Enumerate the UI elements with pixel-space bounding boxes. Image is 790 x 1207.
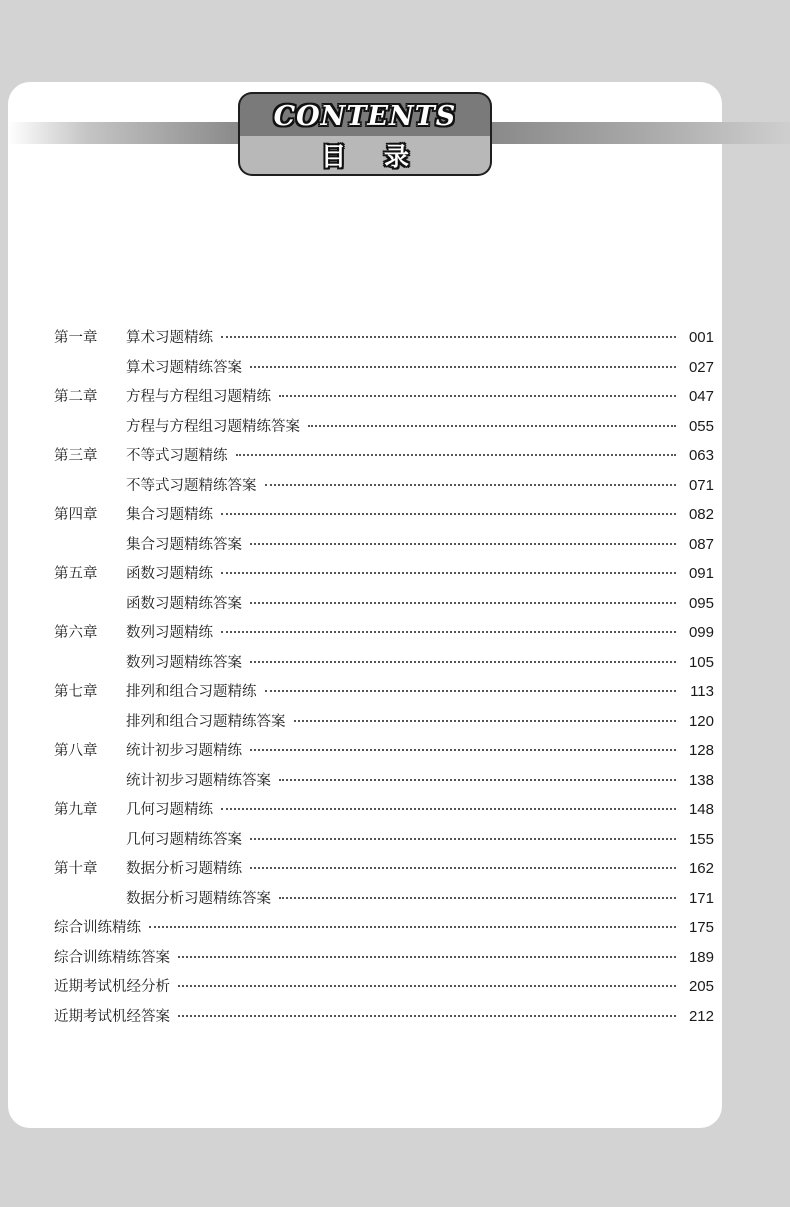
dot-leader: [265, 690, 677, 692]
toc-entry-title: 数列习题精练: [126, 625, 213, 641]
toc-page-number: 128: [688, 742, 714, 759]
dot-leader: [221, 513, 676, 515]
toc-chapter-label: 第四章: [54, 507, 98, 523]
toc-page-number: 001: [688, 329, 714, 346]
toc-page-number: 071: [688, 476, 714, 494]
toc-entry: [54, 916, 714, 946]
toc-entry: [54, 769, 714, 799]
toc-entry: [54, 680, 714, 710]
dot-leader: [221, 631, 676, 633]
toc-page-number: 189: [688, 948, 714, 966]
toc-page-number: 105: [688, 653, 714, 671]
toc-entry: [54, 887, 714, 917]
toc-entry-title: 函数习题精练: [126, 566, 213, 582]
toc-entry-title: 方程与方程组习题精练答案: [126, 418, 300, 435]
dot-leader: [236, 454, 677, 456]
toc-entry-title: 综合训练精练答案: [54, 949, 170, 966]
mulu-title: 目录: [320, 142, 447, 171]
toc-entry: [54, 533, 714, 563]
toc-page-number: 091: [688, 565, 714, 582]
toc-entry-title: 数据分析习题精练: [126, 861, 242, 877]
toc-entry: [54, 415, 714, 445]
toc-page-number: 175: [688, 919, 714, 936]
dot-leader: [221, 808, 676, 810]
toc-entry: [54, 503, 714, 533]
toc-entry: [54, 474, 714, 504]
dot-leader: [221, 572, 676, 574]
toc-chapter-label: 第七章: [54, 684, 98, 700]
dot-leader: [279, 897, 676, 899]
dot-leader: [221, 336, 676, 338]
dot-leader: [178, 985, 676, 987]
dot-leader: [250, 867, 676, 869]
toc-page-number: 162: [688, 860, 714, 877]
dot-leader: [250, 661, 676, 663]
toc-page-number: 055: [688, 417, 714, 435]
toc-entry-title: 排列和组合习题精练: [126, 684, 257, 700]
toc-entry: [54, 828, 714, 858]
toc-entry: [54, 385, 714, 415]
toc-entry: [54, 975, 714, 1005]
toc-chapter-label: 第二章: [54, 389, 98, 405]
toc-entry: [54, 621, 714, 651]
toc-chapter-label: 第九章: [54, 802, 98, 818]
dot-leader: [294, 720, 677, 722]
toc-entry-title: 方程与方程组习题精练: [126, 389, 271, 405]
toc-page-number: 099: [688, 624, 714, 641]
toc-chapter-label: 第一章: [54, 330, 98, 346]
toc-page-number: 212: [688, 1007, 714, 1025]
toc-chapter-label: 第十章: [54, 861, 98, 877]
toc-entry-title: 几何习题精练答案: [126, 831, 242, 848]
toc-page-number: 063: [688, 447, 714, 464]
header-band-right: [492, 122, 790, 144]
toc-entry: [54, 739, 714, 769]
toc-entry-title: 不等式习题精练: [126, 448, 228, 464]
toc-entry: [54, 857, 714, 887]
dot-leader: [250, 749, 676, 751]
toc-entry-title: 算术习题精练: [126, 330, 213, 346]
dot-leader: [178, 956, 676, 958]
toc-entry-title: 近期考试机经答案: [54, 1008, 170, 1025]
dot-leader: [279, 779, 676, 781]
toc-entry-title: 不等式习题精练答案: [126, 477, 257, 494]
toc-entry-title: 数列习题精练答案: [126, 654, 242, 671]
dot-leader: [250, 543, 676, 545]
toc-page-number: 155: [688, 830, 714, 848]
toc-page-number: 087: [688, 535, 714, 553]
toc-entry: [54, 326, 714, 356]
toc-entry: [54, 1005, 714, 1035]
toc-page-number: 047: [688, 388, 714, 405]
dot-leader: [265, 484, 677, 486]
toc-entry: [54, 946, 714, 976]
toc-page-number: 148: [688, 801, 714, 818]
toc-page-number: 171: [688, 889, 714, 907]
toc-entry: [54, 592, 714, 622]
toc-chapter-label: 第五章: [54, 566, 98, 582]
dot-leader: [178, 1015, 676, 1017]
toc-entry-title: 集合习题精练答案: [126, 536, 242, 553]
dot-leader: [250, 838, 676, 840]
header-badge: [238, 92, 492, 176]
toc-page-number: 082: [688, 506, 714, 523]
toc-entry: [54, 562, 714, 592]
toc-entry-title: 排列和组合习题精练答案: [126, 713, 286, 730]
toc-chapter-label: 第八章: [54, 743, 98, 759]
dot-leader: [149, 926, 676, 928]
toc-page-number: 205: [688, 978, 714, 995]
toc-page-number: 095: [688, 594, 714, 612]
badge-top: [238, 92, 492, 138]
toc-chapter-label: 第三章: [54, 448, 98, 464]
table-of-contents: [54, 326, 714, 1034]
toc-entry-title: 算术习题精练答案: [126, 359, 242, 376]
toc-entry-title: 统计初步习题精练: [126, 743, 242, 759]
toc-entry-title: 统计初步习题精练答案: [126, 772, 271, 789]
dot-leader: [279, 395, 676, 397]
header-band-left: [8, 122, 238, 144]
toc-entry: [54, 444, 714, 474]
toc-entry-title: 数据分析习题精练答案: [126, 890, 271, 907]
badge-bottom: [238, 136, 492, 176]
toc-entry-title: 综合训练精练: [54, 920, 141, 936]
dot-leader: [250, 602, 676, 604]
toc-page-number: 120: [688, 712, 714, 730]
toc-entry: [54, 356, 714, 386]
toc-page-number: 113: [690, 683, 714, 700]
toc-page-number: 027: [688, 358, 714, 376]
toc-entry: [54, 798, 714, 828]
toc-entry-title: 集合习题精练: [126, 507, 213, 523]
dot-leader: [308, 425, 676, 427]
toc-entry-title: 近期考试机经分析: [54, 979, 170, 995]
contents-title: CONTENTS: [273, 100, 457, 132]
toc-entry: [54, 651, 714, 681]
toc-entry: [54, 710, 714, 740]
toc-chapter-label: 第六章: [54, 625, 98, 641]
toc-entry-title: 几何习题精练: [126, 802, 213, 818]
dot-leader: [250, 366, 676, 368]
toc-entry-title: 函数习题精练答案: [126, 595, 242, 612]
toc-page-number: 138: [688, 771, 714, 789]
